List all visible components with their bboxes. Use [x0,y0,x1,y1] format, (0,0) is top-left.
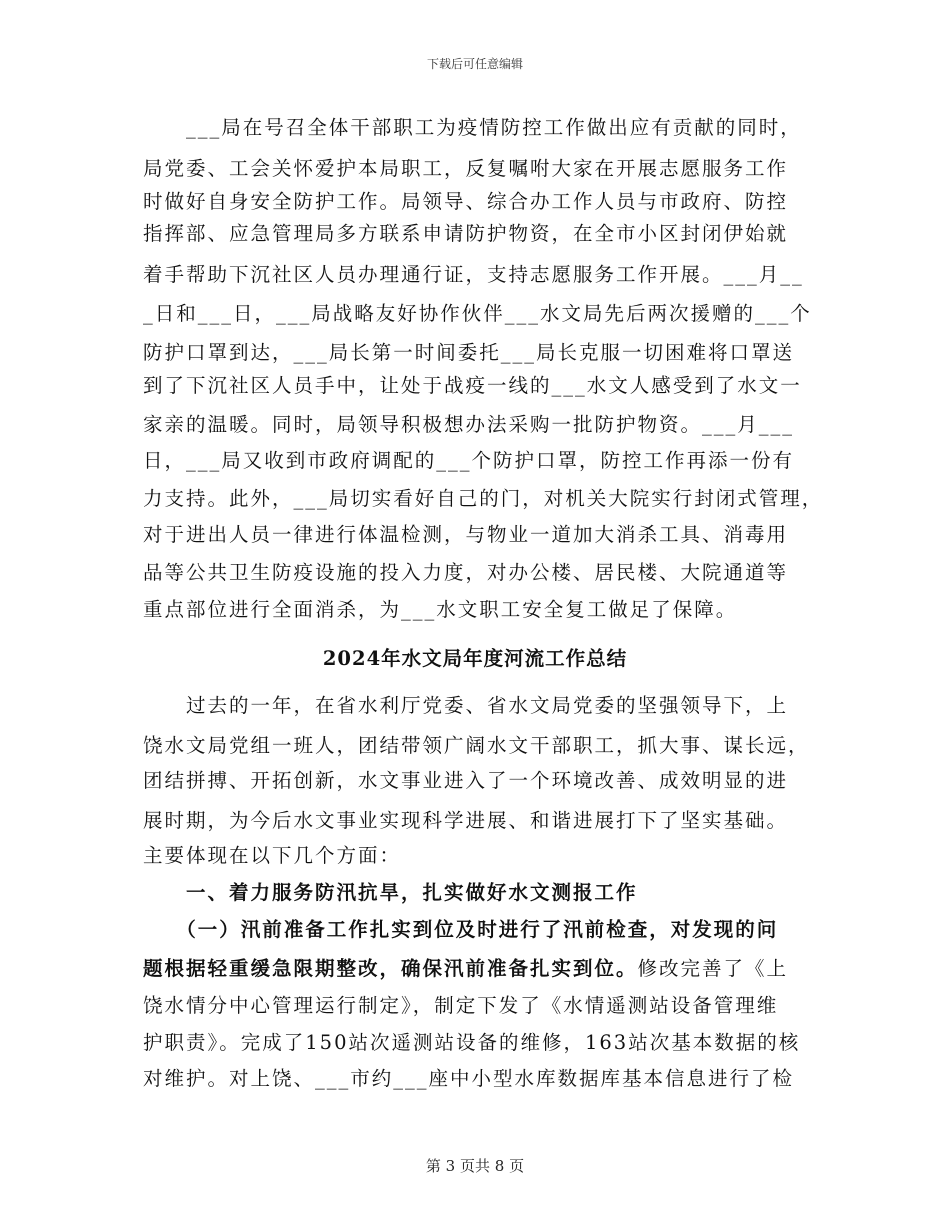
text-line: 过去的一年，在省水利厅党委、省水文局党委的坚强领导下，上 [143,694,789,717]
text-line: 力支持。此外，___局切实看好自己的门，对机关大院实行封闭式管理， [143,487,824,510]
text-line: 防护口罩到达，___局长第一时间委托___局长克服一切困难将口罩送 [143,341,795,364]
text-line: 重点部位进行全面消杀，为___水文职工安全复工做足了保障。 [143,598,738,621]
text-line: 对维护。对上饶、___市约___座中小型水库数据库基本信息进行了检 [143,1067,795,1090]
text-line [143,956,788,982]
text-line: 局党委、工会关怀爱护本局职工，反复嘱咐大家在开展志愿服务工作 [143,157,789,180]
text-line: 到了下沉社区人员手中，让处于战疫一线的___水文人感受到了水文一 [143,374,802,397]
document-title: 2024年水文局年度河流工作总结 [322,647,628,670]
text-line: 护职责》。完成了150站次遥测站设备的维修，163站次基本数据的核 [143,1031,801,1054]
text-line: 着手帮助下沉社区人员办理通行证，支持志愿服务工作开展。___月__ [143,263,804,286]
normal-span: 修改完善了《上 [637,957,789,980]
text-line: （一）汛前准备工作扎实到位及时进行了汛前检查，对发现的问 [143,918,779,941]
text-line: 时做好自身安全防护工作。局领导、综合办工作人员与市政府、防控 [143,190,789,213]
text-line: 品等公共卫生防疫设施的投入力度，对办公楼、居民楼、大院通道等 [143,561,789,584]
text-line: 指挥部、应急管理局多方联系申请防护物资，在全市小区封闭伊始就 [143,222,789,245]
text-line: 饶水情分中心管理运行制定》，制定下发了《水情遥测站设备管理维 [143,994,779,1017]
section-heading: 一、着力服务防汛抗旱，扎实做好水文测报工作 [143,881,638,904]
text-line: 对于进出人员一律进行体温检测，与物业一道加大消杀工具、消毒用 [143,523,789,546]
text-line: 家亲的温暖。同时，局领导积极想办法采购一批防护物资。___月___ [143,413,795,436]
text-line: _日和___日，___局战略友好协作伙伴___水文局先后两次援赠的___个 [143,302,812,325]
text-line: 展时期，为今后水文事业实现科学进展、和谐进展打下了坚实基础。 [143,809,789,832]
page-header: 下载后可任意编辑 [426,57,523,71]
text-line: 饶水文局党组一班人，团结带领广阔水文干部职工，抓大事、谋长远， [143,734,810,757]
page-footer: 第 3 页共 8 页 [425,1157,525,1175]
text-line: 团结拼搏、开拓创新，水文事业进入了一个环境改善、成效明显的进 [143,769,789,792]
bold-span: 题根据轻重缓急限期整改，确保汛前准备扎实到位。 [143,957,638,980]
text-line: 日，___局又收到市政府调配的___个防护口罩，防控工作再添一份有 [143,449,795,472]
text-line: 主要体现在以下几个方面： [143,844,402,867]
text-line: ___局在号召全体干部职工为疫情防控工作做出应有贡献的同时， [143,116,802,139]
